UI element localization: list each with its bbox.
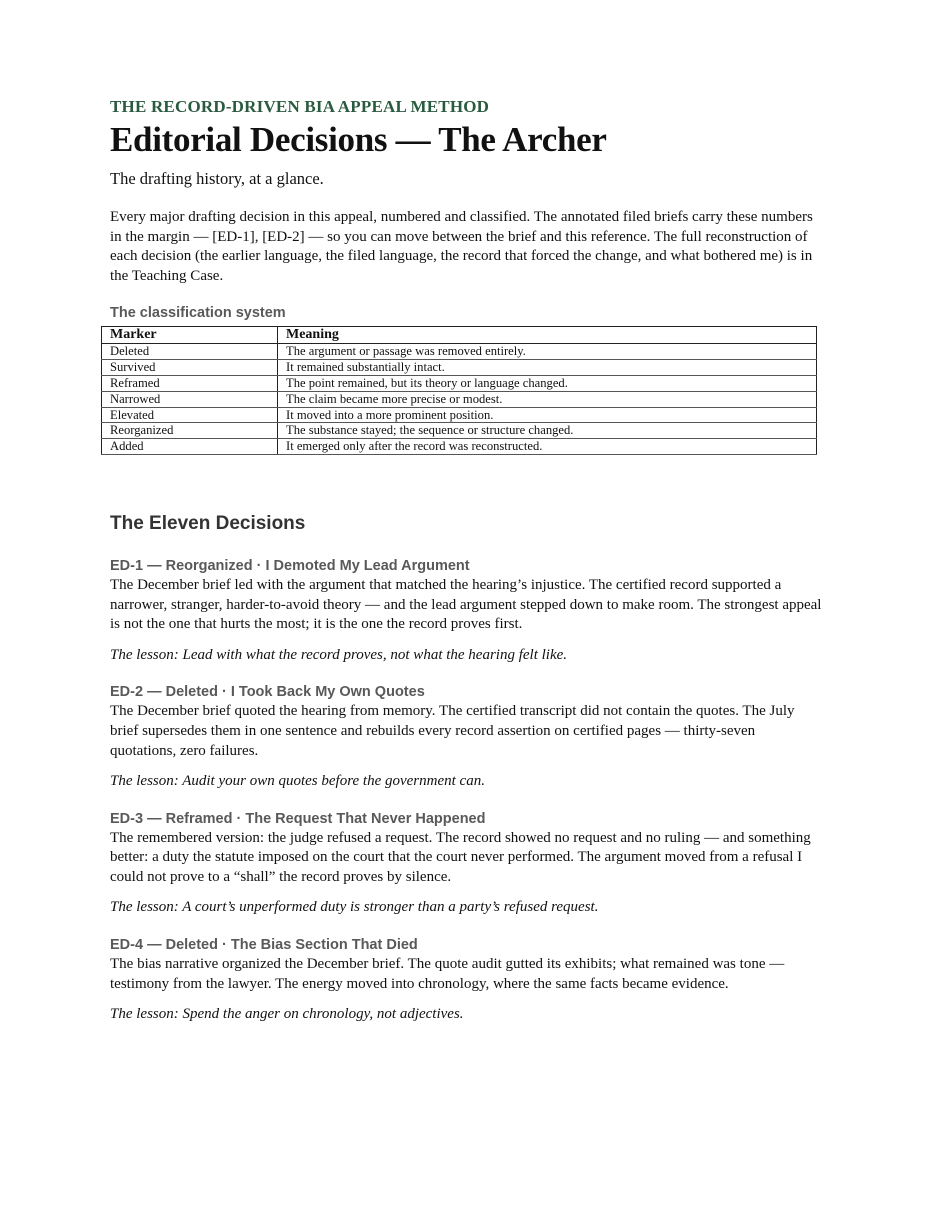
decision-title: ED-1 — Reorganized · I Demoted My Lead Argument [110,557,470,574]
decisions-section-heading: The Eleven Decisions [110,512,306,534]
meaning-cell: It moved into a more prominent position. [278,407,817,423]
marker-cell: Reframed [102,375,278,391]
table-row [102,360,817,376]
column-header-meaning: Meaning [278,327,817,344]
page-subtitle: The drafting history, at a glance. [110,169,324,188]
decision-body: The bias narrative organized the December brief. The quote audit gutted its exhibits; what remained was tone — testimony from the lawyer. The energy moved into chronology, where the same facts became evidence. [110,956,785,992]
decision-body: The December brief led with the argument that matched the hearing’s injustice. The certified record supported a narrower, stranger, harder-to-avoid theory — and the lead argument stepped down to make room. The strongest appeal is not the one that hurts the most; it is the one the record proves first. [110,576,822,633]
decision-item [110,557,825,665]
classification-table [101,326,817,455]
table-row [102,407,817,423]
decision-title: ED-3 — Reframed · The Request That Never Happened [110,810,486,827]
page-title: Editorial Decisions — The Archer [110,120,607,159]
decision-item [110,683,825,791]
decision-lesson: The lesson: Lead with what the record proves, not what the hearing felt like. [110,646,568,663]
decision-item [110,936,825,1025]
decision-item [110,810,825,918]
decision-lesson: The lesson: Audit your own quotes before the government can. [110,773,485,790]
meaning-cell: The substance stayed; the sequence or structure changed. [278,423,817,439]
decision-lesson: The lesson: A court’s unperformed duty is stronger than a party’s refused request. [110,899,599,916]
decision-title: ED-2 — Deleted · I Took Back My Own Quotes [110,684,425,701]
table-row [102,375,817,391]
marker-cell: Narrowed [102,391,278,407]
table-row [102,391,817,407]
table-row [102,439,817,455]
marker-cell: Deleted [102,344,278,360]
intro-paragraph: Every major drafting decision in this appeal, numbered and classified. The annotated filed briefs carry these numbers in the margin — [ED-1], [ED-2] — so you can move between the brief and this reference. The full reconstruction of each decision (the earlier language, the filed language, the record that forced the change, and what bothered me) is in the Teaching Case. [110,209,813,284]
classification-heading: The classification system [110,305,286,322]
meaning-cell: The claim became more precise or modest. [278,391,817,407]
column-header-marker: Marker [102,327,278,344]
decision-lesson: The lesson: Spend the anger on chronology, not adjectives. [110,1006,464,1023]
marker-cell: Added [102,439,278,455]
marker-cell: Elevated [102,407,278,423]
meaning-cell: It emerged only after the record was reconstructed. [278,439,817,455]
document-kicker: THE RECORD-DRIVEN BIA APPEAL METHOD [110,97,490,116]
meaning-cell: The argument or passage was removed entirely. [278,344,817,360]
marker-cell: Survived [102,360,278,376]
table-row [102,423,817,439]
decision-body: The remembered version: the judge refused a request. The record showed no request and no ruling — and something better: a duty the statute imposed on the court that the court never performed. The argument moved from a refusal I could not prove to a “shall” the record proves by silence. [110,829,811,885]
table-row [102,344,817,360]
table-header-row [102,327,817,344]
decision-title: ED-4 — Deleted · The Bias Section That Died [110,937,418,954]
meaning-cell: The point remained, but its theory or language changed. [278,375,817,391]
decision-body: The December brief quoted the hearing from memory. The certified transcript did not contain the quotes. The July brief supersedes them in one sentence and rebuilds every record assertion on certified pages — thirty-seven quotations, zero failures. [110,703,795,759]
marker-cell: Reorganized [102,423,278,439]
decisions-list [110,557,825,1025]
meaning-cell: It remained substantially intact. [278,360,817,376]
